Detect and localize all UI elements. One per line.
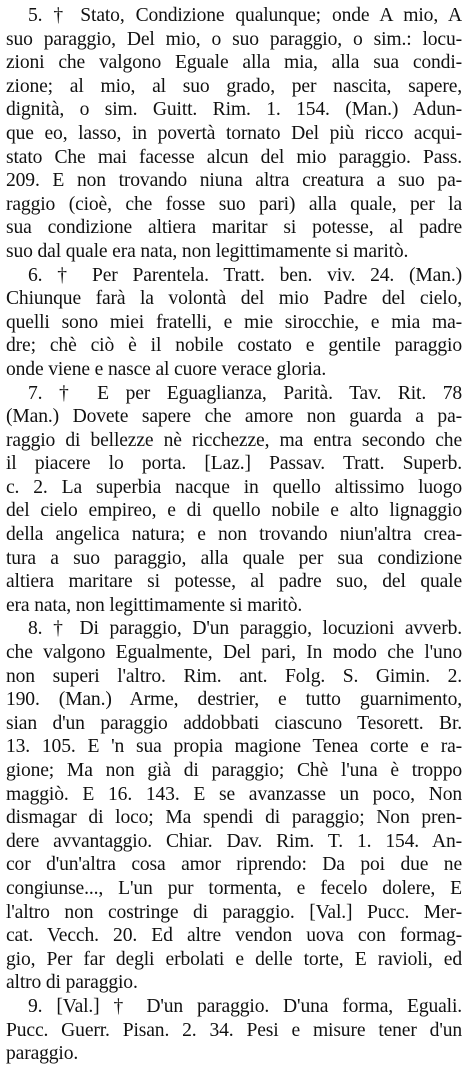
entry-line: 7. † E per Eguaglianza, Parità. Tav. Rit. 78 xyxy=(28,382,462,404)
entry-line: Pucc. Guerr. Pisan. 2. 34. Pesi e misure tener d'un xyxy=(6,1019,462,1041)
entry-line: dismagar di loco; Ma spendi di paraggio; Non pren- xyxy=(6,807,462,829)
dictionary-entry xyxy=(6,617,462,995)
entry-line: maggiò. E 16. 143. E se avanzasse un poco, Non xyxy=(6,783,462,805)
entry-line: 13. 105. E 'n sua propia magione Tenea corte e ra- xyxy=(6,736,462,758)
entry-line: era nata, non legittimamente si maritò. xyxy=(6,594,303,616)
entry-line: suo dal quale era nata, non legittimamente si maritò. xyxy=(6,240,409,262)
entry-line: paraggio. xyxy=(6,1043,79,1065)
entry-line: (Man.) Dovete sapere che amore non guarda a pa- xyxy=(6,406,462,428)
entry-line: 209. E non trovando niuna altra creatura a suo pa- xyxy=(6,170,462,192)
entry-line: raggio di bellezze nè ricchezze, ma entra secondo che xyxy=(6,429,462,451)
entry-line: 8. † Di paraggio, D'un paraggio, locuzioni avverb. xyxy=(28,618,462,640)
entry-line: onde viene e nasce al cuore verace gloria. xyxy=(6,358,327,380)
entry-line: stato Che mai facesse alcun del mio paraggio. Pass. xyxy=(6,146,462,168)
entry-line: sian d'un paraggio addobbati ciascuno Tesorett. Br. xyxy=(6,712,462,734)
entry-line: sua condizione altiera maritar si potesse, al padre xyxy=(6,217,462,239)
entry-line: zioni che valgono Eguale alla mia, alla sua condi- xyxy=(6,52,462,74)
entry-line: dignità, o sim. Guitt. Rim. 1. 154. (Man.) Adun- xyxy=(6,99,462,121)
entry-line: non superi l'altro. Rim. ant. Folg. S. Gimin. 2. xyxy=(6,665,462,687)
entry-line: cat. Vecch. 20. Ed altre vendon uova con formag- xyxy=(6,925,462,947)
entry-line: c. 2. La superbia nacque in quello altissimo luogo xyxy=(6,476,462,498)
entry-line: dere avvantaggio. Chiar. Dav. Rim. T. 1. 154. An- xyxy=(6,830,462,852)
entry-line: della angelica natura; e non trovando niun'altra crea- xyxy=(6,524,462,546)
entry-line: que eo, lasso, in povertà tornato Del più ricco acqui- xyxy=(6,122,462,144)
entry-line: 190. (Man.) Arme, destrier, e tutto guarnimento, xyxy=(6,689,462,711)
dictionary-entry xyxy=(6,995,462,1066)
dictionary-entry xyxy=(6,4,462,264)
dictionary-entry xyxy=(6,382,462,618)
entry-line: 5. † Stato, Condizione qualunque; onde A mio, A xyxy=(28,5,462,26)
entry-line: che valgono Egualmente, Del pari, In modo che l'uno xyxy=(6,642,462,664)
entry-line: 6. † Per Parentela. Tratt. ben. viv. 24. (Man.) xyxy=(28,264,462,286)
entry-line: altiera maritare si potesse, al padre suo, del quale xyxy=(6,571,462,593)
entry-line: Chiunque farà la volontà del mio Padre del cielo, xyxy=(6,288,462,310)
entry-line: dre; chè ciò è il nobile costato e gentile paraggio xyxy=(6,335,462,357)
entry-line: quelli sono miei fratelli, e mie sirocchie, e mia ma- xyxy=(6,311,462,333)
dictionary-entry xyxy=(6,264,462,382)
entry-line: cor d'un'altra cosa amor riprendo: Da poi due ne xyxy=(6,854,462,876)
entry-line: il piacere lo porta. [Laz.] Passav. Tratt. Superb. xyxy=(6,453,462,475)
entry-line: tura a suo paraggio, alla quale per sua condizione xyxy=(6,547,462,569)
entry-line: gio, Per far degli erbolati e delle torte, E ravioli, ed xyxy=(6,948,462,970)
entry-line: congiunse..., L'un pur tormenta, e fecelo dolere, E xyxy=(6,877,462,899)
entry-line: gione; Ma non già di paraggio; Chè l'una è troppo xyxy=(6,760,462,781)
entry-line: del cielo empireo, e di quello nobile e alto lignaggio xyxy=(6,500,462,522)
entry-line: zione; al mio, al suo grado, per nascita, sapere, xyxy=(6,75,462,97)
entry-line: l'altro non costringe di paraggio. [Val.] Pucc. Mer- xyxy=(6,901,462,923)
entry-line: raggio (cioè, che fosse suo pari) alla quale, per la xyxy=(6,193,462,215)
entry-line: altro di paraggio. xyxy=(6,972,138,994)
entry-line: 9. [Val.] † D'un paraggio. D'una forma, Eguali. xyxy=(28,995,462,1017)
entry-line: suo paraggio, Del mio, o suo paraggio, o sim.: locu- xyxy=(6,28,462,50)
